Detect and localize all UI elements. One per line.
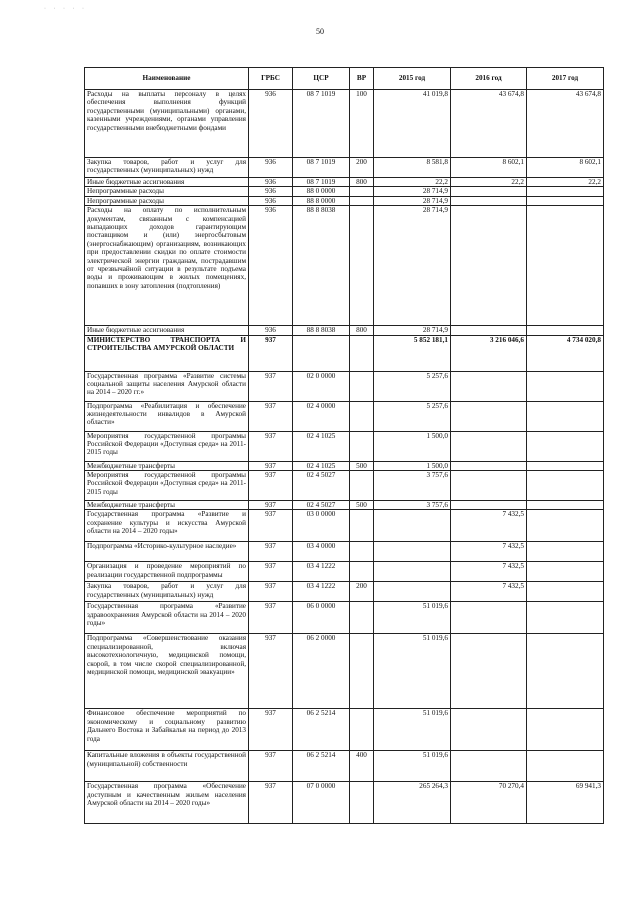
table-row bbox=[85, 471, 604, 501]
cell-csr: 88 8 0000 bbox=[293, 196, 350, 205]
cell-name: Подпрограмма «Историко-культурное наследие» bbox=[85, 542, 249, 562]
cell-2015: 28 714,9 bbox=[374, 196, 451, 205]
cell-2015: 22,2 bbox=[374, 178, 451, 187]
cell-csr: 07 0 0000 bbox=[293, 782, 350, 824]
cell-2016 bbox=[451, 709, 527, 751]
cell-2015: 51 019,6 bbox=[374, 751, 451, 782]
cell-2016 bbox=[451, 401, 527, 431]
cell-grbs: 936 bbox=[249, 206, 293, 326]
cell-name: Подпрограмма «Совершенствование оказания специализированной, включая высокотехнологичную, медицинской помощи, скорой, в том числе скорой специализированной, медицинской помощи, медицинской эвакуации» bbox=[85, 634, 249, 709]
cell-2016: 3 216 046,6 bbox=[451, 335, 527, 371]
cell-csr: 88 0 0000 bbox=[293, 187, 350, 196]
cell-csr: 02 4 5027 bbox=[293, 501, 350, 510]
budget-table bbox=[84, 67, 604, 824]
cell-csr: 02 4 5027 bbox=[293, 471, 350, 501]
cell-2015 bbox=[374, 562, 451, 582]
cell-2016: 7 432,5 bbox=[451, 542, 527, 562]
cell-2017 bbox=[527, 401, 604, 431]
cell-2015: 51 019,6 bbox=[374, 634, 451, 709]
cell-2017 bbox=[527, 371, 604, 401]
cell-2015 bbox=[374, 510, 451, 542]
header-2017: 2017 год bbox=[527, 68, 604, 90]
cell-2015: 1 500,0 bbox=[374, 431, 451, 461]
cell-vr: 800 bbox=[350, 326, 374, 335]
cell-2017 bbox=[527, 326, 604, 335]
cell-vr bbox=[350, 401, 374, 431]
table-row bbox=[85, 401, 604, 431]
cell-2017 bbox=[527, 206, 604, 326]
cell-2016: 7 432,5 bbox=[451, 562, 527, 582]
cell-grbs: 937 bbox=[249, 401, 293, 431]
cell-2015 bbox=[374, 582, 451, 602]
cell-grbs: 937 bbox=[249, 335, 293, 371]
table-row bbox=[85, 326, 604, 335]
cell-grbs: 936 bbox=[249, 158, 293, 178]
cell-vr: 500 bbox=[350, 501, 374, 510]
cell-name: Мероприятия государственной программы Российской Федерации «Доступная среда» на 2011-2015 годы bbox=[85, 471, 249, 501]
table-row bbox=[85, 158, 604, 178]
header-vr: ВР bbox=[350, 68, 374, 90]
cell-vr bbox=[350, 206, 374, 326]
table-row bbox=[85, 542, 604, 562]
header-csr: ЦСР bbox=[293, 68, 350, 90]
cell-name: Государственная программа «Развитие здравоохранения Амурской области на 2014 – 2020 годы» bbox=[85, 602, 249, 634]
cell-name: Расходы на выплаты персоналу в целях обеспечения выполнения функций государственными (муниципальными) органами, казенными учреждениями, органами управления государственными внебюджетными фондами bbox=[85, 90, 249, 158]
cell-2017 bbox=[527, 582, 604, 602]
cell-2016: 7 432,5 bbox=[451, 582, 527, 602]
cell-grbs: 937 bbox=[249, 782, 293, 824]
cell-2015 bbox=[374, 542, 451, 562]
cell-2017 bbox=[527, 751, 604, 782]
cell-2017 bbox=[527, 501, 604, 510]
cell-2017: 8 602,1 bbox=[527, 158, 604, 178]
cell-vr: 800 bbox=[350, 178, 374, 187]
cell-2016 bbox=[451, 461, 527, 470]
cell-2016: 70 270,4 bbox=[451, 782, 527, 824]
table-row bbox=[85, 634, 604, 709]
cell-csr: 06 2 5214 bbox=[293, 709, 350, 751]
table-row bbox=[85, 510, 604, 542]
cell-2017 bbox=[527, 542, 604, 562]
cell-2017 bbox=[527, 196, 604, 205]
cell-2016: 8 602,1 bbox=[451, 158, 527, 178]
cell-vr bbox=[350, 371, 374, 401]
cell-csr: 88 8 8038 bbox=[293, 326, 350, 335]
cell-2016 bbox=[451, 206, 527, 326]
header-grbs: ГРБС bbox=[249, 68, 293, 90]
cell-csr: 88 8 8038 bbox=[293, 206, 350, 326]
cell-vr: 400 bbox=[350, 751, 374, 782]
cell-2016 bbox=[451, 501, 527, 510]
cell-name: Организация и проведение мероприятий по реализации государственной подпрограммы bbox=[85, 562, 249, 582]
table-row bbox=[85, 431, 604, 461]
cell-2016 bbox=[451, 634, 527, 709]
cell-grbs: 937 bbox=[249, 709, 293, 751]
cell-grbs: 937 bbox=[249, 751, 293, 782]
cell-vr bbox=[350, 187, 374, 196]
cell-vr bbox=[350, 634, 374, 709]
cell-csr: 06 0 0000 bbox=[293, 602, 350, 634]
cell-2017: 22,2 bbox=[527, 178, 604, 187]
cell-2016 bbox=[451, 431, 527, 461]
cell-vr: 200 bbox=[350, 582, 374, 602]
cell-2015: 28 714,9 bbox=[374, 326, 451, 335]
cell-vr: 200 bbox=[350, 158, 374, 178]
cell-2015: 3 757,6 bbox=[374, 471, 451, 501]
cell-2017 bbox=[527, 431, 604, 461]
cell-name: Закупка товаров, работ и услуг для государственных (муниципальных) нужд bbox=[85, 158, 249, 178]
cell-2016 bbox=[451, 196, 527, 205]
cell-2016 bbox=[451, 326, 527, 335]
cell-vr bbox=[350, 335, 374, 371]
cell-grbs: 937 bbox=[249, 471, 293, 501]
table-header-row bbox=[85, 68, 604, 90]
cell-csr: 08 7 1019 bbox=[293, 178, 350, 187]
cell-2017 bbox=[527, 510, 604, 542]
cell-2015: 8 581,8 bbox=[374, 158, 451, 178]
cell-grbs: 937 bbox=[249, 371, 293, 401]
cell-grbs: 937 bbox=[249, 461, 293, 470]
cell-name: Мероприятия государственной программы Российской Федерации «Доступная среда» на 2011-2015 годы bbox=[85, 431, 249, 461]
cell-grbs: 937 bbox=[249, 431, 293, 461]
table-row bbox=[85, 178, 604, 187]
cell-2017: 69 941,3 bbox=[527, 782, 604, 824]
cell-vr bbox=[350, 510, 374, 542]
table-row bbox=[85, 90, 604, 158]
cell-csr: 06 2 5214 bbox=[293, 751, 350, 782]
cell-csr: 03 4 1222 bbox=[293, 582, 350, 602]
cell-grbs: 937 bbox=[249, 510, 293, 542]
header-2016: 2016 год bbox=[451, 68, 527, 90]
cell-csr: 06 2 0000 bbox=[293, 634, 350, 709]
table-row bbox=[85, 501, 604, 510]
cell-csr: 02 4 1025 bbox=[293, 431, 350, 461]
cell-grbs: 937 bbox=[249, 582, 293, 602]
cell-name: Межбюджетные трансферты bbox=[85, 501, 249, 510]
cell-2015: 51 019,6 bbox=[374, 602, 451, 634]
cell-2015: 265 264,3 bbox=[374, 782, 451, 824]
cell-grbs: 937 bbox=[249, 562, 293, 582]
cell-vr bbox=[350, 542, 374, 562]
cell-name: МИНИСТЕРСТВО ТРАНСПОРТА И СТРОИТЕЛЬСТВА АМУРСКОЙ ОБЛАСТИ bbox=[85, 335, 249, 371]
cell-2017 bbox=[527, 634, 604, 709]
page-number: 50 bbox=[316, 27, 324, 36]
cell-name: Иные бюджетные ассигнования bbox=[85, 326, 249, 335]
cell-grbs: 937 bbox=[249, 501, 293, 510]
cell-2016: 22,2 bbox=[451, 178, 527, 187]
cell-name: Капитальные вложения в объекты государственной (муниципальной) собственности bbox=[85, 751, 249, 782]
cell-2016 bbox=[451, 187, 527, 196]
cell-2015: 5 852 181,1 bbox=[374, 335, 451, 371]
cell-2016 bbox=[451, 471, 527, 501]
cell-vr bbox=[350, 602, 374, 634]
cell-grbs: 936 bbox=[249, 326, 293, 335]
cell-2015: 51 019,6 bbox=[374, 709, 451, 751]
cell-name: Финансовое обеспечение мероприятий по экономическому и социальному развитию Дальнего Востока и Забайкалья на период до 2013 года bbox=[85, 709, 249, 751]
cell-2015: 5 257,6 bbox=[374, 401, 451, 431]
cell-grbs: 936 bbox=[249, 187, 293, 196]
cell-csr: 03 4 0000 bbox=[293, 542, 350, 562]
cell-vr bbox=[350, 709, 374, 751]
cell-2015: 1 500,0 bbox=[374, 461, 451, 470]
table-row bbox=[85, 562, 604, 582]
cell-csr: 03 4 1222 bbox=[293, 562, 350, 582]
cell-name: Непрограммные расходы bbox=[85, 187, 249, 196]
table-row bbox=[85, 335, 604, 371]
header-2015: 2015 год bbox=[374, 68, 451, 90]
cell-name: Непрограммные расходы bbox=[85, 196, 249, 205]
cell-2016: 43 674,8 bbox=[451, 90, 527, 158]
cell-grbs: 936 bbox=[249, 90, 293, 158]
cell-2016 bbox=[451, 371, 527, 401]
cell-grbs: 936 bbox=[249, 196, 293, 205]
cell-vr bbox=[350, 562, 374, 582]
cell-vr bbox=[350, 782, 374, 824]
cell-vr bbox=[350, 196, 374, 205]
table-row bbox=[85, 582, 604, 602]
cell-vr: 100 bbox=[350, 90, 374, 158]
cell-csr: 02 0 0000 bbox=[293, 371, 350, 401]
table-row bbox=[85, 371, 604, 401]
cell-csr: 02 4 1025 bbox=[293, 461, 350, 470]
table-row bbox=[85, 602, 604, 634]
cell-2017: 43 674,8 bbox=[527, 90, 604, 158]
scan-artifact: · · · · · bbox=[44, 6, 87, 12]
cell-csr: 03 0 0000 bbox=[293, 510, 350, 542]
cell-name: Иные бюджетные ассигнования bbox=[85, 178, 249, 187]
cell-name: Закупка товаров, работ и услуг для государственных (муниципальных) нужд bbox=[85, 582, 249, 602]
table-row bbox=[85, 782, 604, 824]
table-row bbox=[85, 187, 604, 196]
cell-2017 bbox=[527, 602, 604, 634]
cell-2016: 7 432,5 bbox=[451, 510, 527, 542]
cell-vr bbox=[350, 431, 374, 461]
cell-2017 bbox=[527, 461, 604, 470]
cell-csr: 02 4 0000 bbox=[293, 401, 350, 431]
cell-csr: 08 7 1019 bbox=[293, 90, 350, 158]
cell-name: Подпрограмма «Реабилитация и обеспечение жизнедеятельности инвалидов в Амурской области» bbox=[85, 401, 249, 431]
cell-grbs: 937 bbox=[249, 542, 293, 562]
cell-2017: 4 734 020,8 bbox=[527, 335, 604, 371]
table-row bbox=[85, 461, 604, 470]
cell-name: Государственная программа «Обеспечение доступным и качественным жильем населения Амурской области на 2014 – 2020 годы» bbox=[85, 782, 249, 824]
cell-name: Государственная программа «Развитие системы социальной защиты населения Амурской области на 2014 – 2020 гг.» bbox=[85, 371, 249, 401]
cell-2015: 5 257,6 bbox=[374, 371, 451, 401]
cell-grbs: 936 bbox=[249, 178, 293, 187]
header-name: Наименование bbox=[85, 68, 249, 90]
cell-vr bbox=[350, 471, 374, 501]
cell-name: Межбюджетные трансферты bbox=[85, 461, 249, 470]
cell-vr: 500 bbox=[350, 461, 374, 470]
cell-2015: 28 714,9 bbox=[374, 187, 451, 196]
table-row bbox=[85, 709, 604, 751]
cell-2016 bbox=[451, 751, 527, 782]
table-row bbox=[85, 751, 604, 782]
cell-csr bbox=[293, 335, 350, 371]
cell-csr: 08 7 1019 bbox=[293, 158, 350, 178]
cell-2015: 3 757,6 bbox=[374, 501, 451, 510]
table-row bbox=[85, 196, 604, 205]
cell-2015: 41 019,8 bbox=[374, 90, 451, 158]
cell-grbs: 937 bbox=[249, 602, 293, 634]
cell-2017 bbox=[527, 471, 604, 501]
cell-2017 bbox=[527, 562, 604, 582]
cell-2017 bbox=[527, 709, 604, 751]
cell-2017 bbox=[527, 187, 604, 196]
cell-2016 bbox=[451, 602, 527, 634]
cell-grbs: 937 bbox=[249, 634, 293, 709]
cell-name: Расходы на оплату по исполнительным документам, связанным с компенсацией выпадающих доходов гарантирующим поставщиком и (или) энергосбытовым (энергоснабжающим) организациям, возникающих при предоставлении скидки по оплате стоимости электрической энергии гражданам, пострадавшим от чрезвычайной ситуации в результате подъема воды и проживающим в жилых помещениях, попавших в зону затопления (подтопления) bbox=[85, 206, 249, 326]
cell-name: Государственная программа «Развитие и сохранение культуры и искусства Амурской области на 2014 – 2020 годы» bbox=[85, 510, 249, 542]
cell-2015: 28 714,9 bbox=[374, 206, 451, 326]
table-row bbox=[85, 206, 604, 326]
